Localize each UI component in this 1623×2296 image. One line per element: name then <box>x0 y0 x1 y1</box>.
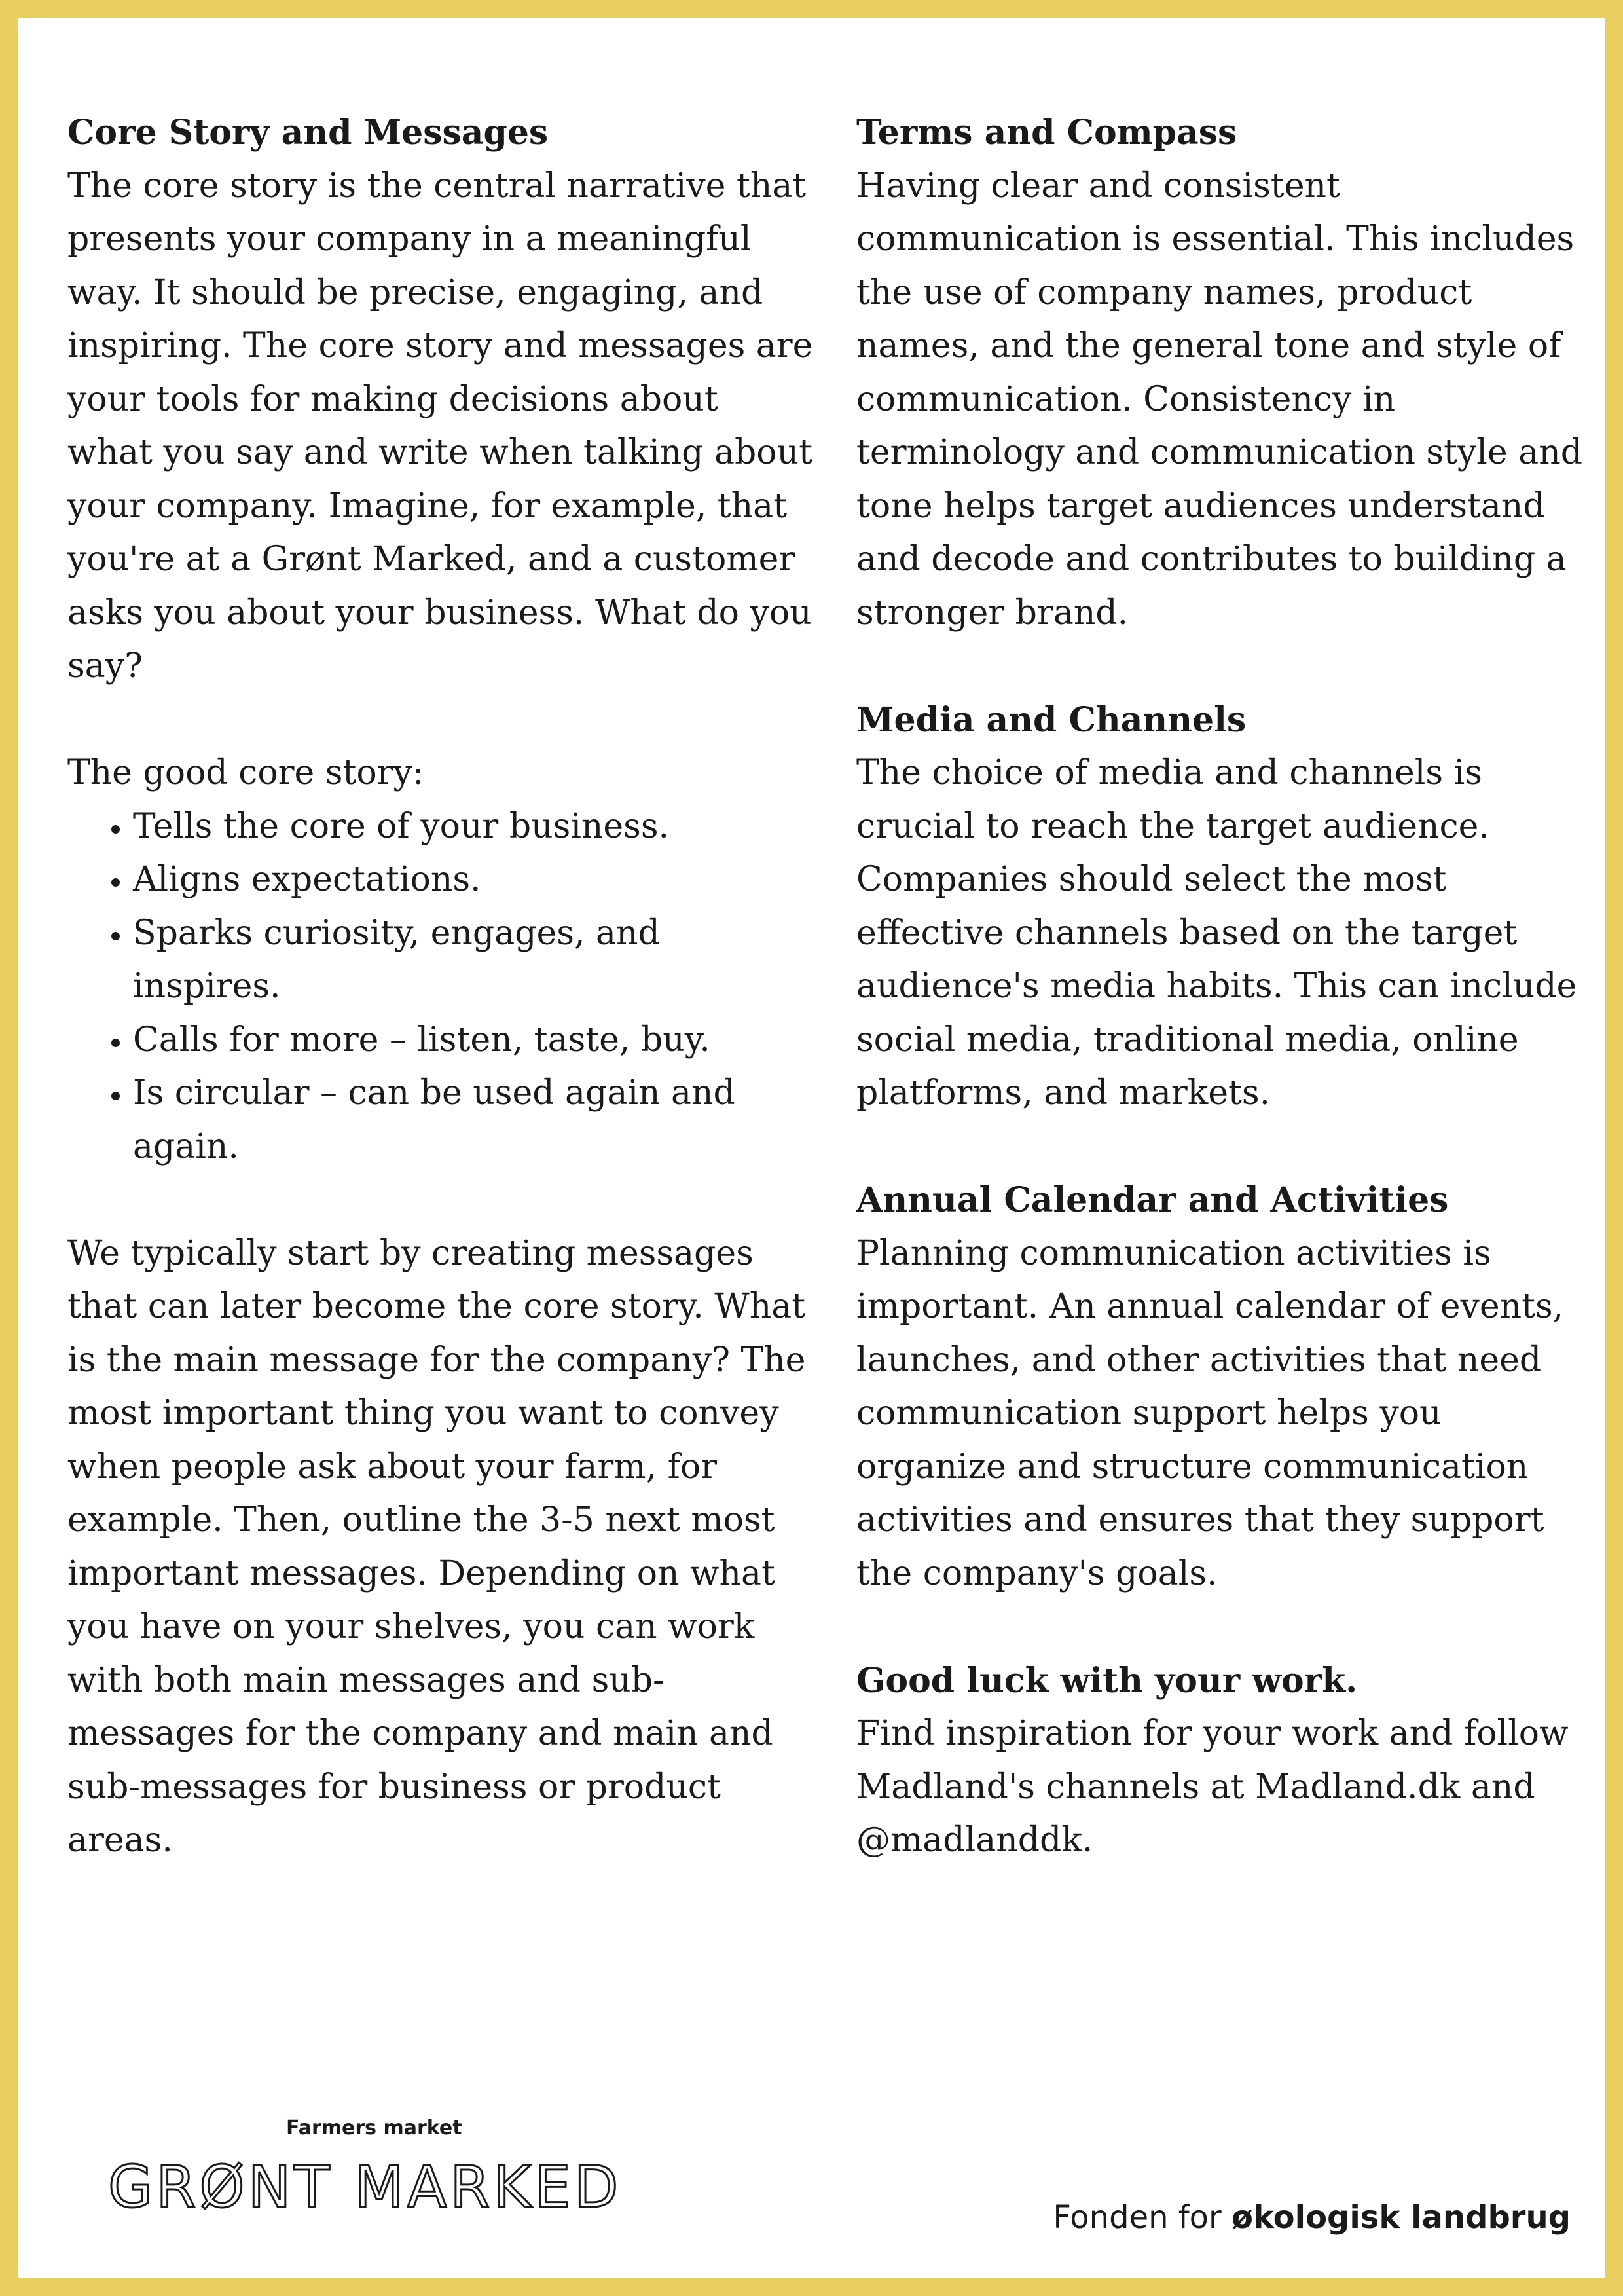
section-body-calendar: Planning communication activities is important. An annual calendar of events, launches, and other activities that need communication support helps you organize and structure communication activities and ensures that they support the company's goals. <box>856 1233 1564 1593</box>
section-body-terms: Having clear and consistent communication is essential. This includes the use of company names, product names, and the general tone and style of communication. Consistency in terminology and communication style and tone helps target audiences understand and decode and contributes to building a stronger brand. <box>856 166 1583 633</box>
fonden-logo <box>1053 2199 1571 2236</box>
logo-wordmark: GRØNT MARKED <box>108 2153 622 2221</box>
list-intro: The good core story: <box>67 753 424 792</box>
section-body-core-story: The core story is the central narrative that presents your company in a meaningful way. It should be precise, engaging, and inspiring. The core story and messages are your tools for making decisions about what you say and write when talking about your company. Imagine, for example, that you're at a Grønt Marked, and a customer asks you about your business. What do you say? <box>67 166 813 686</box>
core-story-list <box>67 800 814 1174</box>
spacer <box>856 1120 1583 1174</box>
section-body-messages: We typically start by creating messages that can later become the core story. What is the main message for the company? The most important thing you want to convey when people ask about your farm, for example. Then, outline the 3-5 next most important messages. Depending on what you have on your shelves, you can work with both main messages and sub-messages for the company and main and sub-messages for business or product areas. <box>67 1233 806 1860</box>
fonden-bold: økologisk landbrug <box>1231 2199 1571 2236</box>
logo-tagline: Farmers market <box>286 2117 462 2139</box>
spacer <box>856 1601 1583 1654</box>
section-body-media: The choice of media and channels is crucial to reach the target audience. Companies should select the most effective channels based on the target audience's media habits. This can include social media, traditional media, online platforms, and markets. <box>856 753 1577 1113</box>
section-title-core-story: Core Story and Messages <box>67 113 549 153</box>
list-item: • Aligns expectations. <box>133 853 814 907</box>
section-title-media: Media and Channels <box>856 699 1247 740</box>
list-item: • Tells the core of your business. <box>133 800 814 854</box>
list-item: • Calls for more – listen, taste, buy. <box>133 1014 814 1067</box>
list-item: • Is circular – can be used again and again. <box>133 1067 814 1174</box>
left-column <box>67 106 814 1868</box>
spacer <box>67 694 814 747</box>
spacer <box>67 1174 814 1227</box>
spacer <box>856 640 1583 694</box>
right-column <box>856 106 1583 1868</box>
fonden-prefix: Fonden for <box>1053 2199 1232 2236</box>
list-item: • Sparks curiosity, engages, and inspires. <box>133 907 814 1014</box>
section-body-good-luck: Find inspiration for your work and follow Madland's channels at Madland.dk and @madlanddk. <box>856 1714 1569 1860</box>
section-title-terms: Terms and Compass <box>856 113 1237 153</box>
section-title-good-luck: Good luck with your work. <box>856 1660 1358 1701</box>
section-title-calendar: Annual Calendar and Activities <box>856 1180 1449 1220</box>
